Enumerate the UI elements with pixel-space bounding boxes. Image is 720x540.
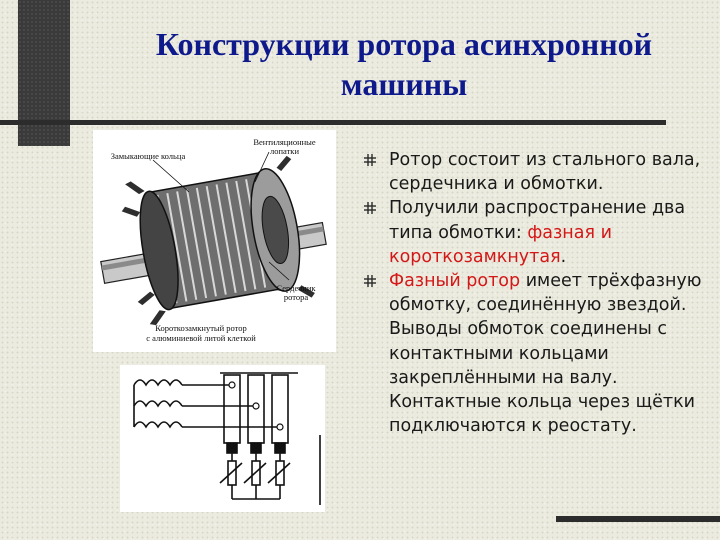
squirrel-cage-rotor-figure [93,130,336,352]
bullet-text-2-mid: и [595,222,612,243]
label-closing-rings: Замыкающие кольца [110,151,186,161]
bullet-text-3-rest: имеет трёхфазную обмотку, соединённую звездой. Выводы обмоток соединены с контактными кольцами закреплёнными на валу. Контактные кольца через щётки подключаются к реостату. [389,271,702,437]
label-rotor-core-line-2: ротора [283,292,309,302]
schematic-drawing [120,365,325,512]
label-fan-blades-line-1: Вентиляционные [253,137,316,147]
bullet-list [364,148,716,438]
label-rotor-core-line-1: Сердечник [276,283,316,293]
wound-rotor-schematic [120,365,325,512]
slide-title [88,24,720,104]
bullet-highlight-wound-rotor: Фазный ротор [389,271,521,292]
rotor-drawing [93,130,336,352]
hash-bullet-icon [364,202,376,214]
bullet-text-2-start: Получили распространение два типа обмотки: [389,198,686,243]
hash-bullet-icon [364,275,376,287]
bullet-item-2 [364,196,716,269]
slide-title-line-2: машины [340,66,468,102]
bullet-text-2-end: . [560,246,567,267]
label-fan-blades-line-2: лопатки [270,146,299,156]
hash-bullet-icon [364,154,376,166]
footer-divider-line [556,516,720,522]
bullet-item-3 [364,269,716,438]
title-divider-line [0,120,666,125]
bullet-highlight-squirrel-cage: короткозамкнутая [389,246,561,267]
bullet-item-1 [364,148,716,196]
bullet-highlight-phase: фазная [527,222,595,243]
figure-caption-line-2: с алюминиевой литой клеткой [146,333,256,343]
slide-title-line-1: Конструкции ротора асинхронной [155,26,653,62]
figure-caption-line-1: Короткозамкнутый ротор [155,323,247,333]
bullet-text-1: Ротор состоит из стального вала, сердечника и обмотки. [389,150,701,195]
